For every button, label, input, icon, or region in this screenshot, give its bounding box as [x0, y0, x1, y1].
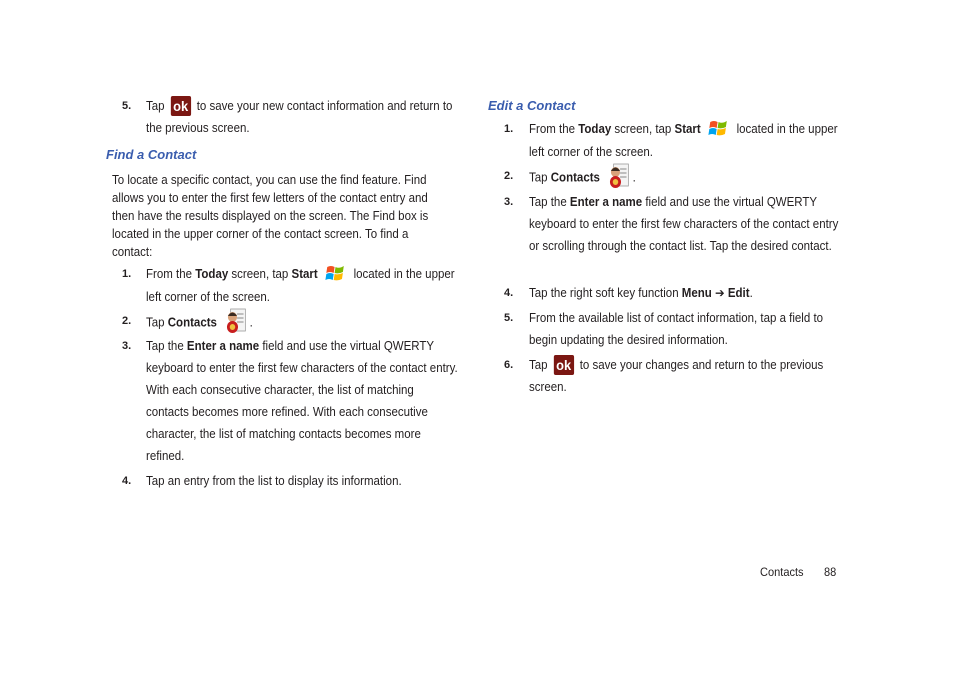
- step-number: 4.: [122, 475, 132, 487]
- step-text: Tap an entry from the list to display its information.: [146, 474, 402, 488]
- contacts-icon: [606, 163, 630, 189]
- step-number: 2.: [504, 170, 514, 182]
- footer-section-label: Contacts: [760, 565, 804, 579]
- step-text: Tap Contacts .: [146, 310, 459, 336]
- step-text: Tap ok to save your new contact information and return to the previous screen.: [146, 97, 453, 135]
- step-number: 1.: [504, 123, 514, 135]
- step-text: Tap the Enter a name field and use the virtual QWERTY keyboard to enter the first few characters of the contact entry. With each consecutive character, the list of matching contacts becomes more refined. With each consecutive character, the list of matching contacts becomes more refined.: [146, 339, 458, 463]
- step-number: 1.: [122, 268, 132, 280]
- step-text: Tap the Enter a name field and use the virtual QWERTY keyboard to enter the first few characters of the contact entry or scrolling through the contact list. Tap the desired contact.: [529, 195, 839, 253]
- step-number: 3.: [122, 340, 132, 352]
- step-text: From the Today screen, tap Start located in the upper left corner of the screen.: [529, 118, 842, 163]
- section-heading: Edit a Contact: [488, 98, 576, 113]
- step-number: 6.: [504, 359, 514, 371]
- step-number: 5.: [122, 100, 132, 112]
- windows-start-icon: [325, 262, 347, 284]
- step-text: Tap Contacts .: [529, 165, 842, 191]
- step-number: 3.: [504, 196, 514, 208]
- intro-paragraph: To locate a specific contact, you can use the find feature. Find allows you to enter the first few letters of the contact entry and then have the results displayed on the screen. The Find box is located in the upper corner of the contact screen. To find a contact:: [112, 173, 429, 259]
- step-text: Tap ok to save your changes and return to the previous screen.: [529, 356, 824, 394]
- step-text: From the Today screen, tap Start located in the upper left corner of the screen.: [146, 263, 459, 308]
- section-heading: Find a Contact: [106, 147, 197, 162]
- step-text: Tap the right soft key function Menu ➔ Edit.: [529, 286, 753, 300]
- contacts-icon: [223, 308, 247, 334]
- step-text: From the available list of contact information, tap a field to begin updating the desired information.: [529, 311, 824, 347]
- step-number: 5.: [504, 312, 514, 324]
- step-number: 4.: [504, 287, 514, 299]
- page-number: 88: [824, 565, 837, 579]
- ok-icon: ok: [171, 96, 191, 116]
- windows-start-icon: [708, 117, 730, 139]
- ok-icon: ok: [554, 355, 574, 375]
- step-number: 2.: [122, 315, 132, 327]
